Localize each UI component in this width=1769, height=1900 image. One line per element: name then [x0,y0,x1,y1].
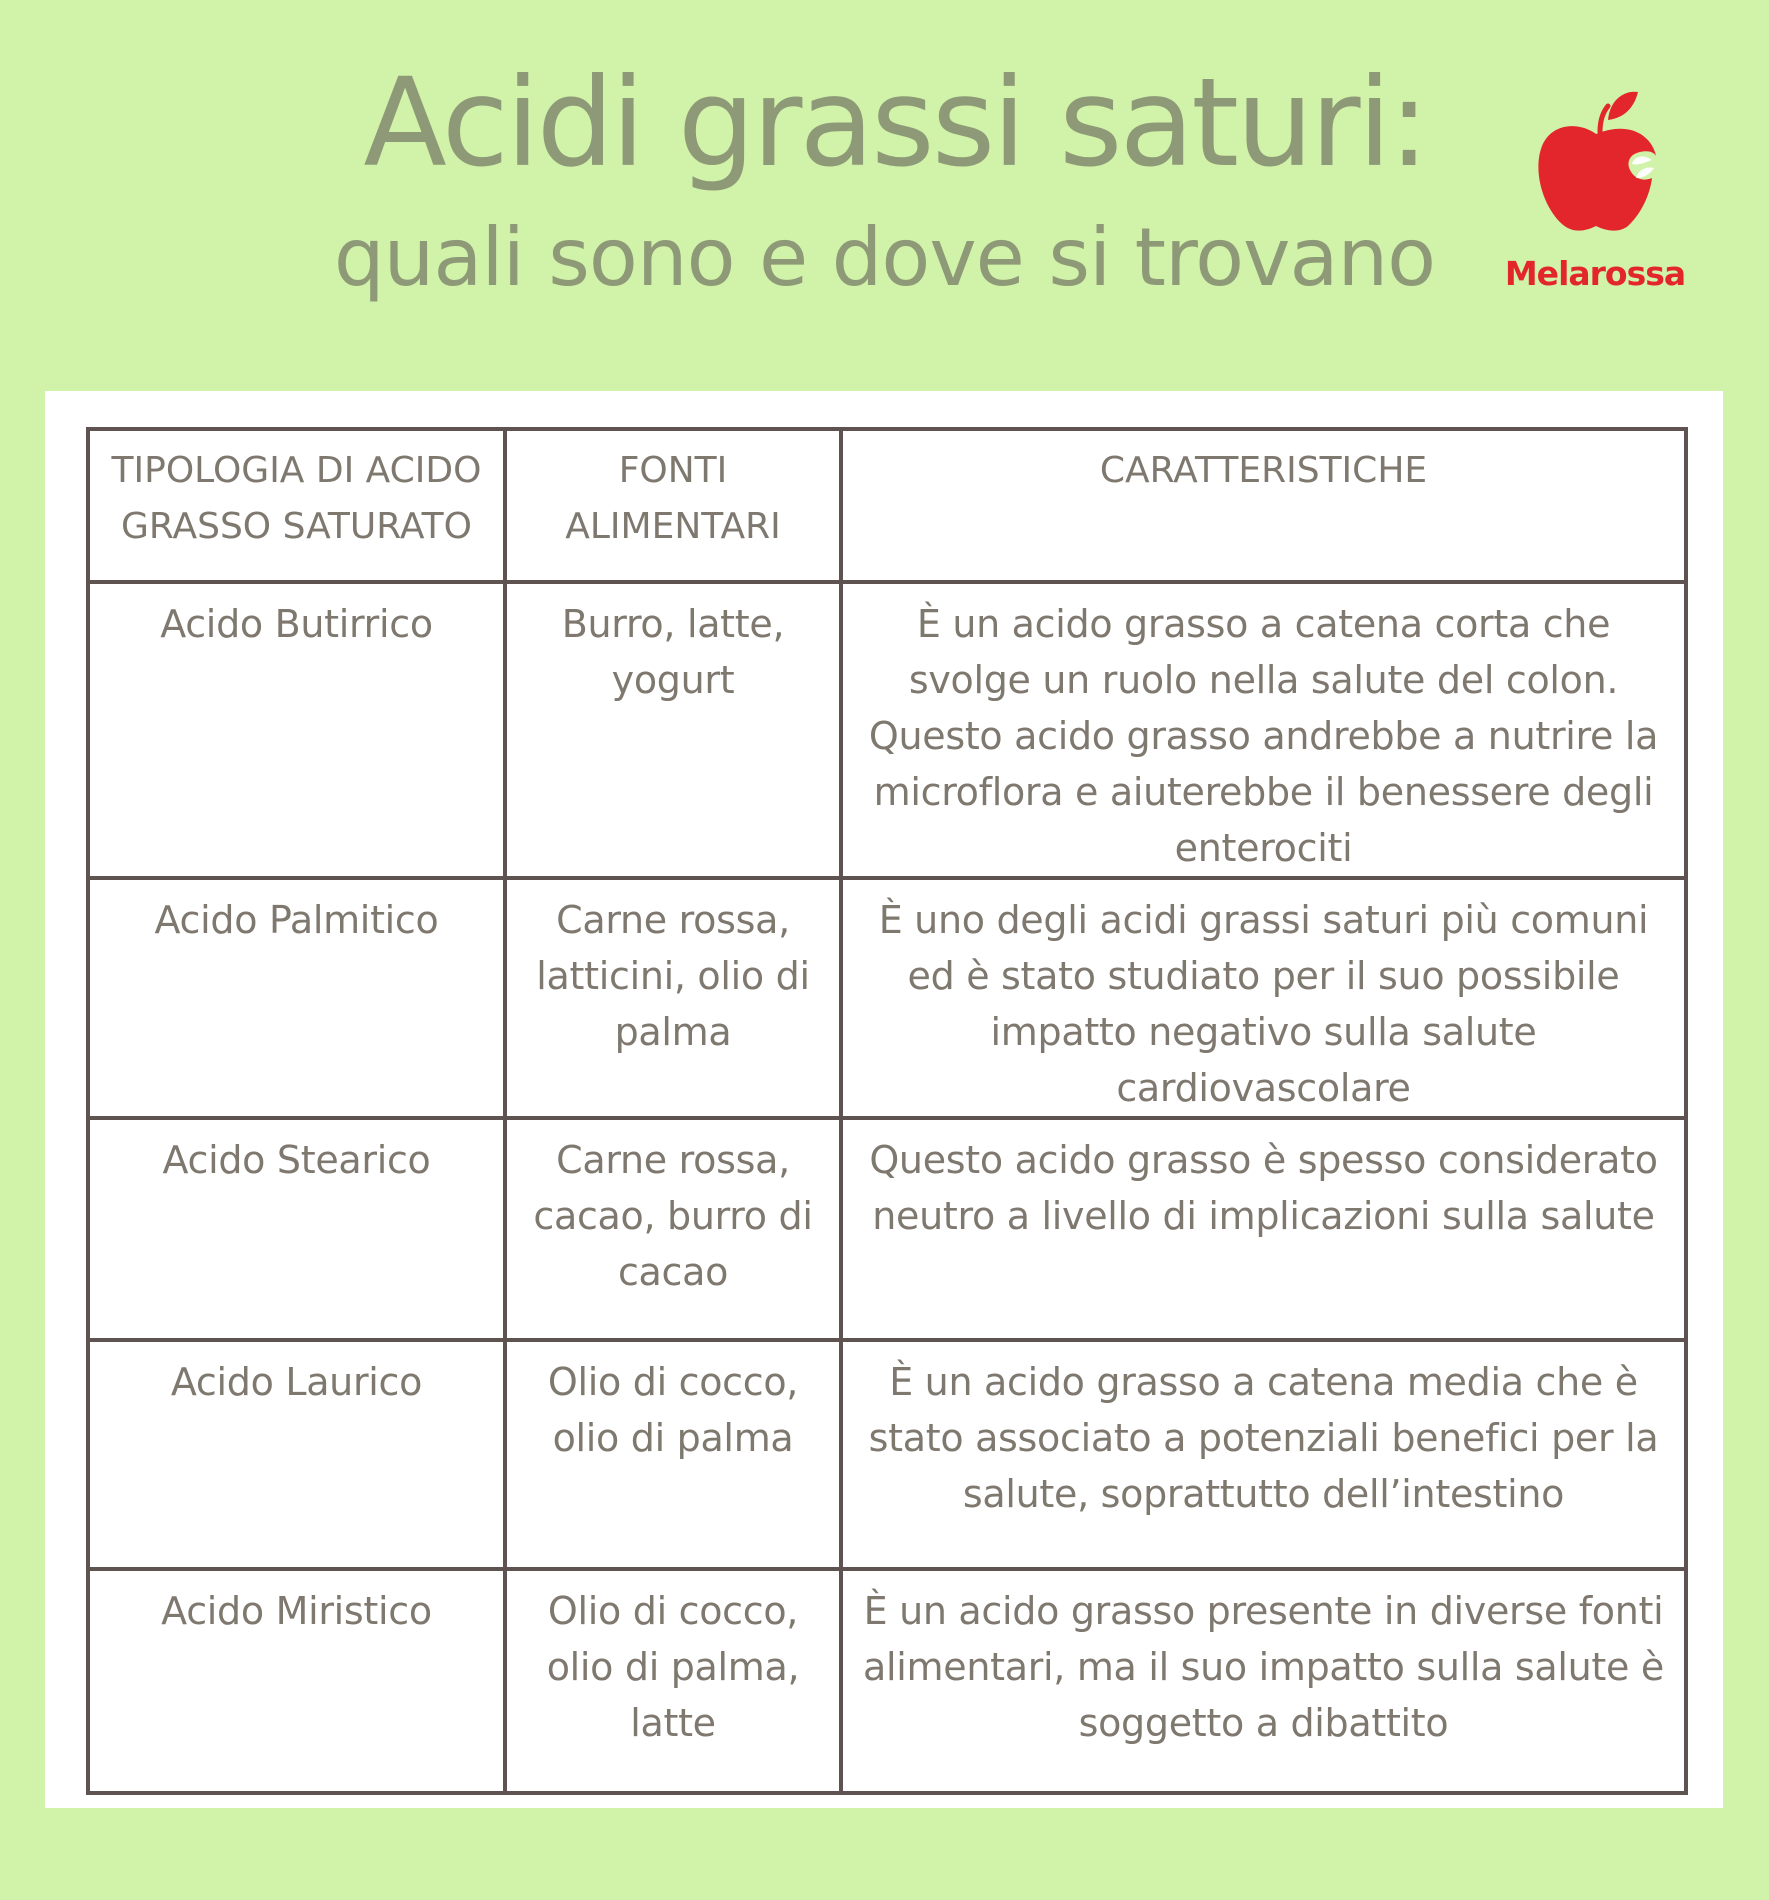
cell-type: Acido Butirrico [88,582,505,878]
title-main: Acidi grassi saturi: [363,52,1427,194]
cell-description: È uno degli acidi grassi saturi più comuni ed è stato studiato per il suo possibile impatto negativo sulla salute cardiovascolare [841,878,1686,1118]
title-subtitle: quali sono e dove si trovano [333,211,1436,304]
melarossa-logo [1500,86,1690,293]
header-type: TIPOLOGIA DI ACIDO GRASSO SATURATO [88,429,505,582]
cell-description: È un acido grasso presente in diverse fonti alimentari, ma il suo impatto sulla salute è soggetto a dibattito [841,1569,1686,1793]
header-sources: FONTI ALIMENTARI [505,429,841,582]
cell-type: Acido Palmitico [88,878,505,1118]
header-characteristics: CARATTERISTICHE [841,429,1686,582]
brand-name: Melarossa [1504,254,1686,293]
fatty-acids-table [86,427,1688,1795]
cell-type: Acido Laurico [88,1340,505,1569]
cell-sources: Carne rossa, latticini, olio di palma [505,878,841,1118]
apple-icon [1530,86,1660,236]
content-panel [45,391,1723,1808]
cell-sources: Olio di cocco, olio di palma [505,1340,841,1569]
cell-sources: Burro, latte, yogurt [505,582,841,878]
cell-description: È un acido grasso a catena media che è stato associato a potenziali benefici per la salute, soprattutto dell’intestino [841,1340,1686,1569]
cell-description: È un acido grasso a catena corta che svolge un ruolo nella salute del colon. Questo acido grasso andrebbe a nutrire la microflora e aiuterebbe il benessere degli enterociti [841,582,1686,878]
cell-type: Acido Miristico [88,1569,505,1793]
cell-type: Acido Stearico [88,1118,505,1340]
cell-description: Questo acido grasso è spesso considerato neutro a livello di implicazioni sulla salute [841,1118,1686,1340]
table-row [88,1569,1686,1793]
table-row [88,582,1686,878]
table-header-row [88,429,1686,582]
cell-sources: Carne rossa, cacao, burro di cacao [505,1118,841,1340]
cell-sources: Olio di cocco, olio di palma, latte [505,1569,841,1793]
table-row [88,1340,1686,1569]
table-row [88,878,1686,1118]
table-row [88,1118,1686,1340]
